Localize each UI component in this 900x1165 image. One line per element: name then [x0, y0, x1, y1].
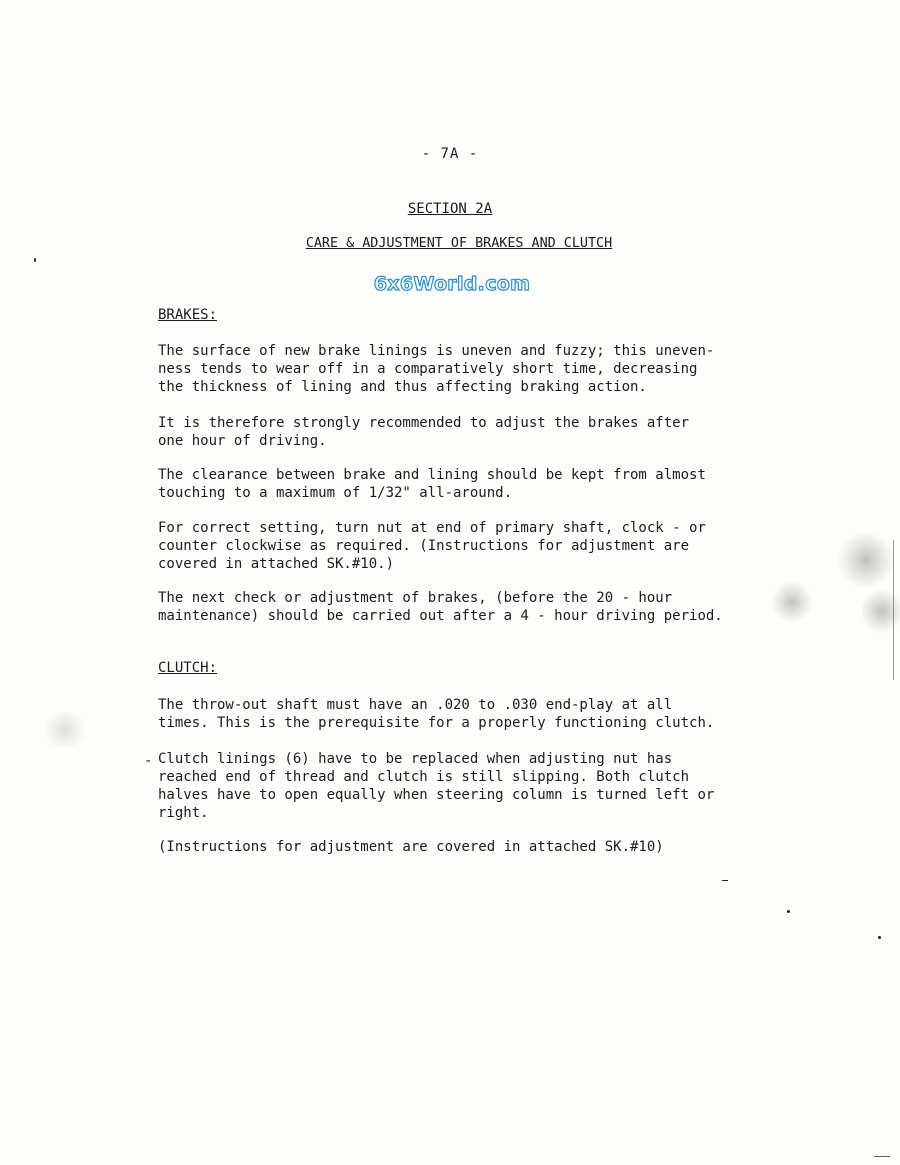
scan-speck	[34, 258, 36, 262]
scan-smudge	[838, 530, 894, 590]
scan-speck	[787, 910, 790, 913]
page-number: - 7A -	[421, 146, 479, 162]
clutch-paragraph-3: (Instructions for adjustment are covered in attached SK.#10)	[158, 839, 664, 855]
scan-speck	[874, 1156, 890, 1157]
watermark-logo: 6x6World.com	[373, 273, 531, 295]
brakes-heading: BRAKES:	[158, 307, 218, 323]
scan-speck	[878, 936, 881, 939]
scan-smudge	[40, 712, 90, 748]
brakes-paragraph-4: For correct setting, turn nut at end of primary shaft, clock - or counter clockwise as required. (Instructions for adjustment are covered in attached SK.#10.)	[158, 520, 706, 572]
section-title: SECTION 2A	[407, 201, 493, 217]
scan-speck	[722, 880, 728, 881]
clutch-paragraph-1: The throw-out shaft must have an .020 to .030 end-play at all times. This is the prerequisite for a properly functioning clutch.	[158, 697, 715, 731]
clutch-heading: CLUTCH:	[158, 660, 218, 676]
clutch-paragraph-2: Clutch linings (6) have to be replaced when adjusting nut has reached end of thread and clutch is still slipping. Both clutch halves have to open equally when steering column is turned left or right.	[158, 751, 715, 821]
scan-edge-line	[893, 540, 894, 680]
margin-mark: -	[144, 753, 153, 769]
brakes-paragraph-2: It is therefore strongly recommended to adjust the brakes after one hour of driving.	[158, 415, 690, 449]
scan-smudge	[862, 586, 900, 636]
brakes-paragraph-5: The next check or adjustment of brakes, (before the 20 - hour maintenance) should be carried out after a 4 - hour driving period.	[158, 590, 723, 624]
brakes-paragraph-1: The surface of new brake linings is uneven and fuzzy; this uneven- ness tends to wear off in a comparatively short time, decreasing the thickness of lining and thus affecting braking action.	[158, 343, 715, 395]
brakes-paragraph-3: The clearance between brake and lining should be kept from almost touching to a maximum of 1/32" all-around.	[158, 467, 706, 501]
scan-smudge	[770, 582, 814, 622]
section-subtitle: CARE & ADJUSTMENT OF BRAKES AND CLUTCH	[305, 236, 613, 251]
